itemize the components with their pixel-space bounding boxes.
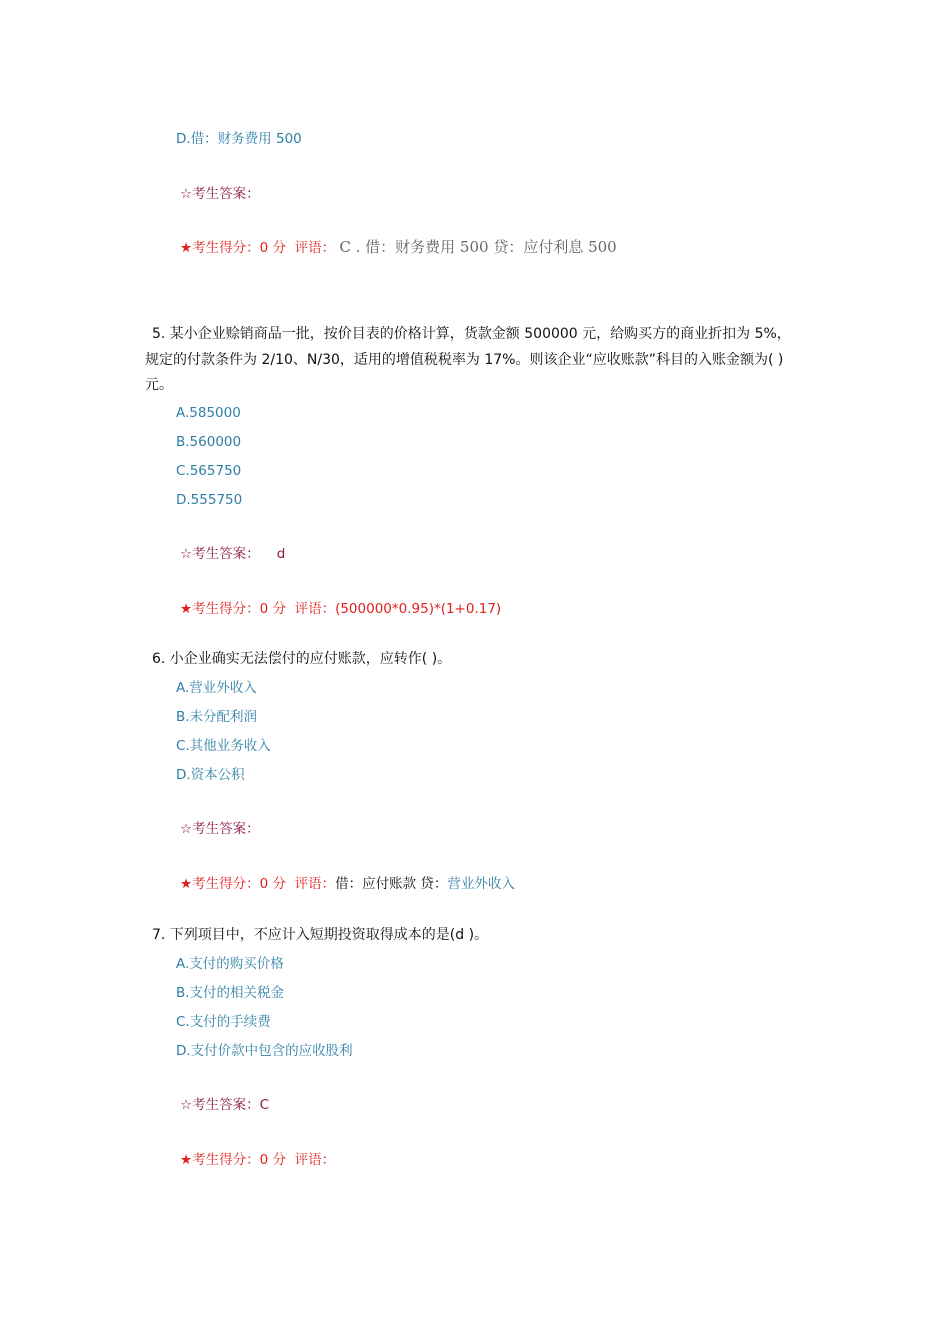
q5-comment-text: (500000*0.95)*(1+0.17): [335, 601, 502, 617]
prev-answer-label: ☆考生答案：: [180, 186, 260, 202]
prev-score-label: ★考生得分：0 分: [180, 240, 286, 256]
q5-text-line3: 元。: [145, 377, 173, 393]
q6-text: 6. 小企业确实无法偿付的应付账款，应转作( )。: [152, 651, 452, 667]
q6-score-row: [180, 875, 515, 893]
q5-score-row: [180, 600, 501, 618]
prev-comment-text: C . 借：财务费用 500 贷：应付利息 500: [339, 238, 617, 256]
prev-option-d: D.借：财务费用 500: [176, 131, 302, 147]
q6-answer-label: ☆考生答案：: [180, 821, 260, 837]
q7-text: 7. 下列项目中，不应计入短期投资取得成本的是(d )。: [152, 927, 489, 943]
q5-text-line2: 规定的付款条件为 2/10、N/30，适用的增值税税率为 17%。则该企业“应收账款”科目的入账金额为( ): [145, 352, 784, 368]
q6-comment-label: 评语：: [294, 876, 336, 892]
q6-option-a: A.营业外收入: [176, 680, 257, 696]
q5-option-a: A.585000: [176, 405, 241, 421]
q5-option-b: B.560000: [176, 434, 242, 450]
q7-answer-label: ☆考生答案：: [180, 1097, 260, 1113]
q7-score-row: [180, 1151, 335, 1169]
q6-option-c: C.其他业务收入: [176, 738, 271, 754]
q5-answer-row: [180, 545, 285, 563]
q7-option-d: D.支付价款中包含的应收股利: [176, 1043, 353, 1059]
prev-score-row: [180, 238, 617, 257]
q7-option-a: A.支付的购买价格: [176, 956, 284, 972]
q6-option-b: B.未分配利润: [176, 709, 258, 725]
q6-option-d: D.资本公积: [176, 767, 245, 783]
q5-text-line1: 5. 某小企业赊销商品一批，按价目表的价格计算，货款金额 500000 元，给购买方的商业折扣为 5%，: [152, 326, 791, 342]
q7-option-b: B.支付的相关税金: [176, 985, 285, 1001]
q7-comment-label: 评语：: [294, 1152, 336, 1168]
q6-comment-part1: 借：应付账款 贷：: [335, 876, 448, 892]
q5-comment-label: 评语：: [294, 601, 336, 617]
q6-comment-part2: 营业外收入: [447, 876, 515, 892]
q6-score-label: ★考生得分：0 分: [180, 876, 286, 892]
q5-option-c: C.565750: [176, 463, 242, 479]
prev-comment-label: 评语：: [294, 240, 336, 256]
q7-answer-row: [180, 1096, 269, 1114]
q7-answer-value: C: [259, 1097, 270, 1113]
q5-answer-label: ☆考生答案：: [180, 546, 260, 562]
q5-answer-value: d: [276, 546, 286, 562]
q7-option-c: C.支付的手续费: [176, 1014, 271, 1030]
q5-score-label: ★考生得分：0 分: [180, 601, 286, 617]
q7-score-label: ★考生得分：0 分: [180, 1152, 286, 1168]
q5-option-d: D.555750: [176, 492, 243, 508]
